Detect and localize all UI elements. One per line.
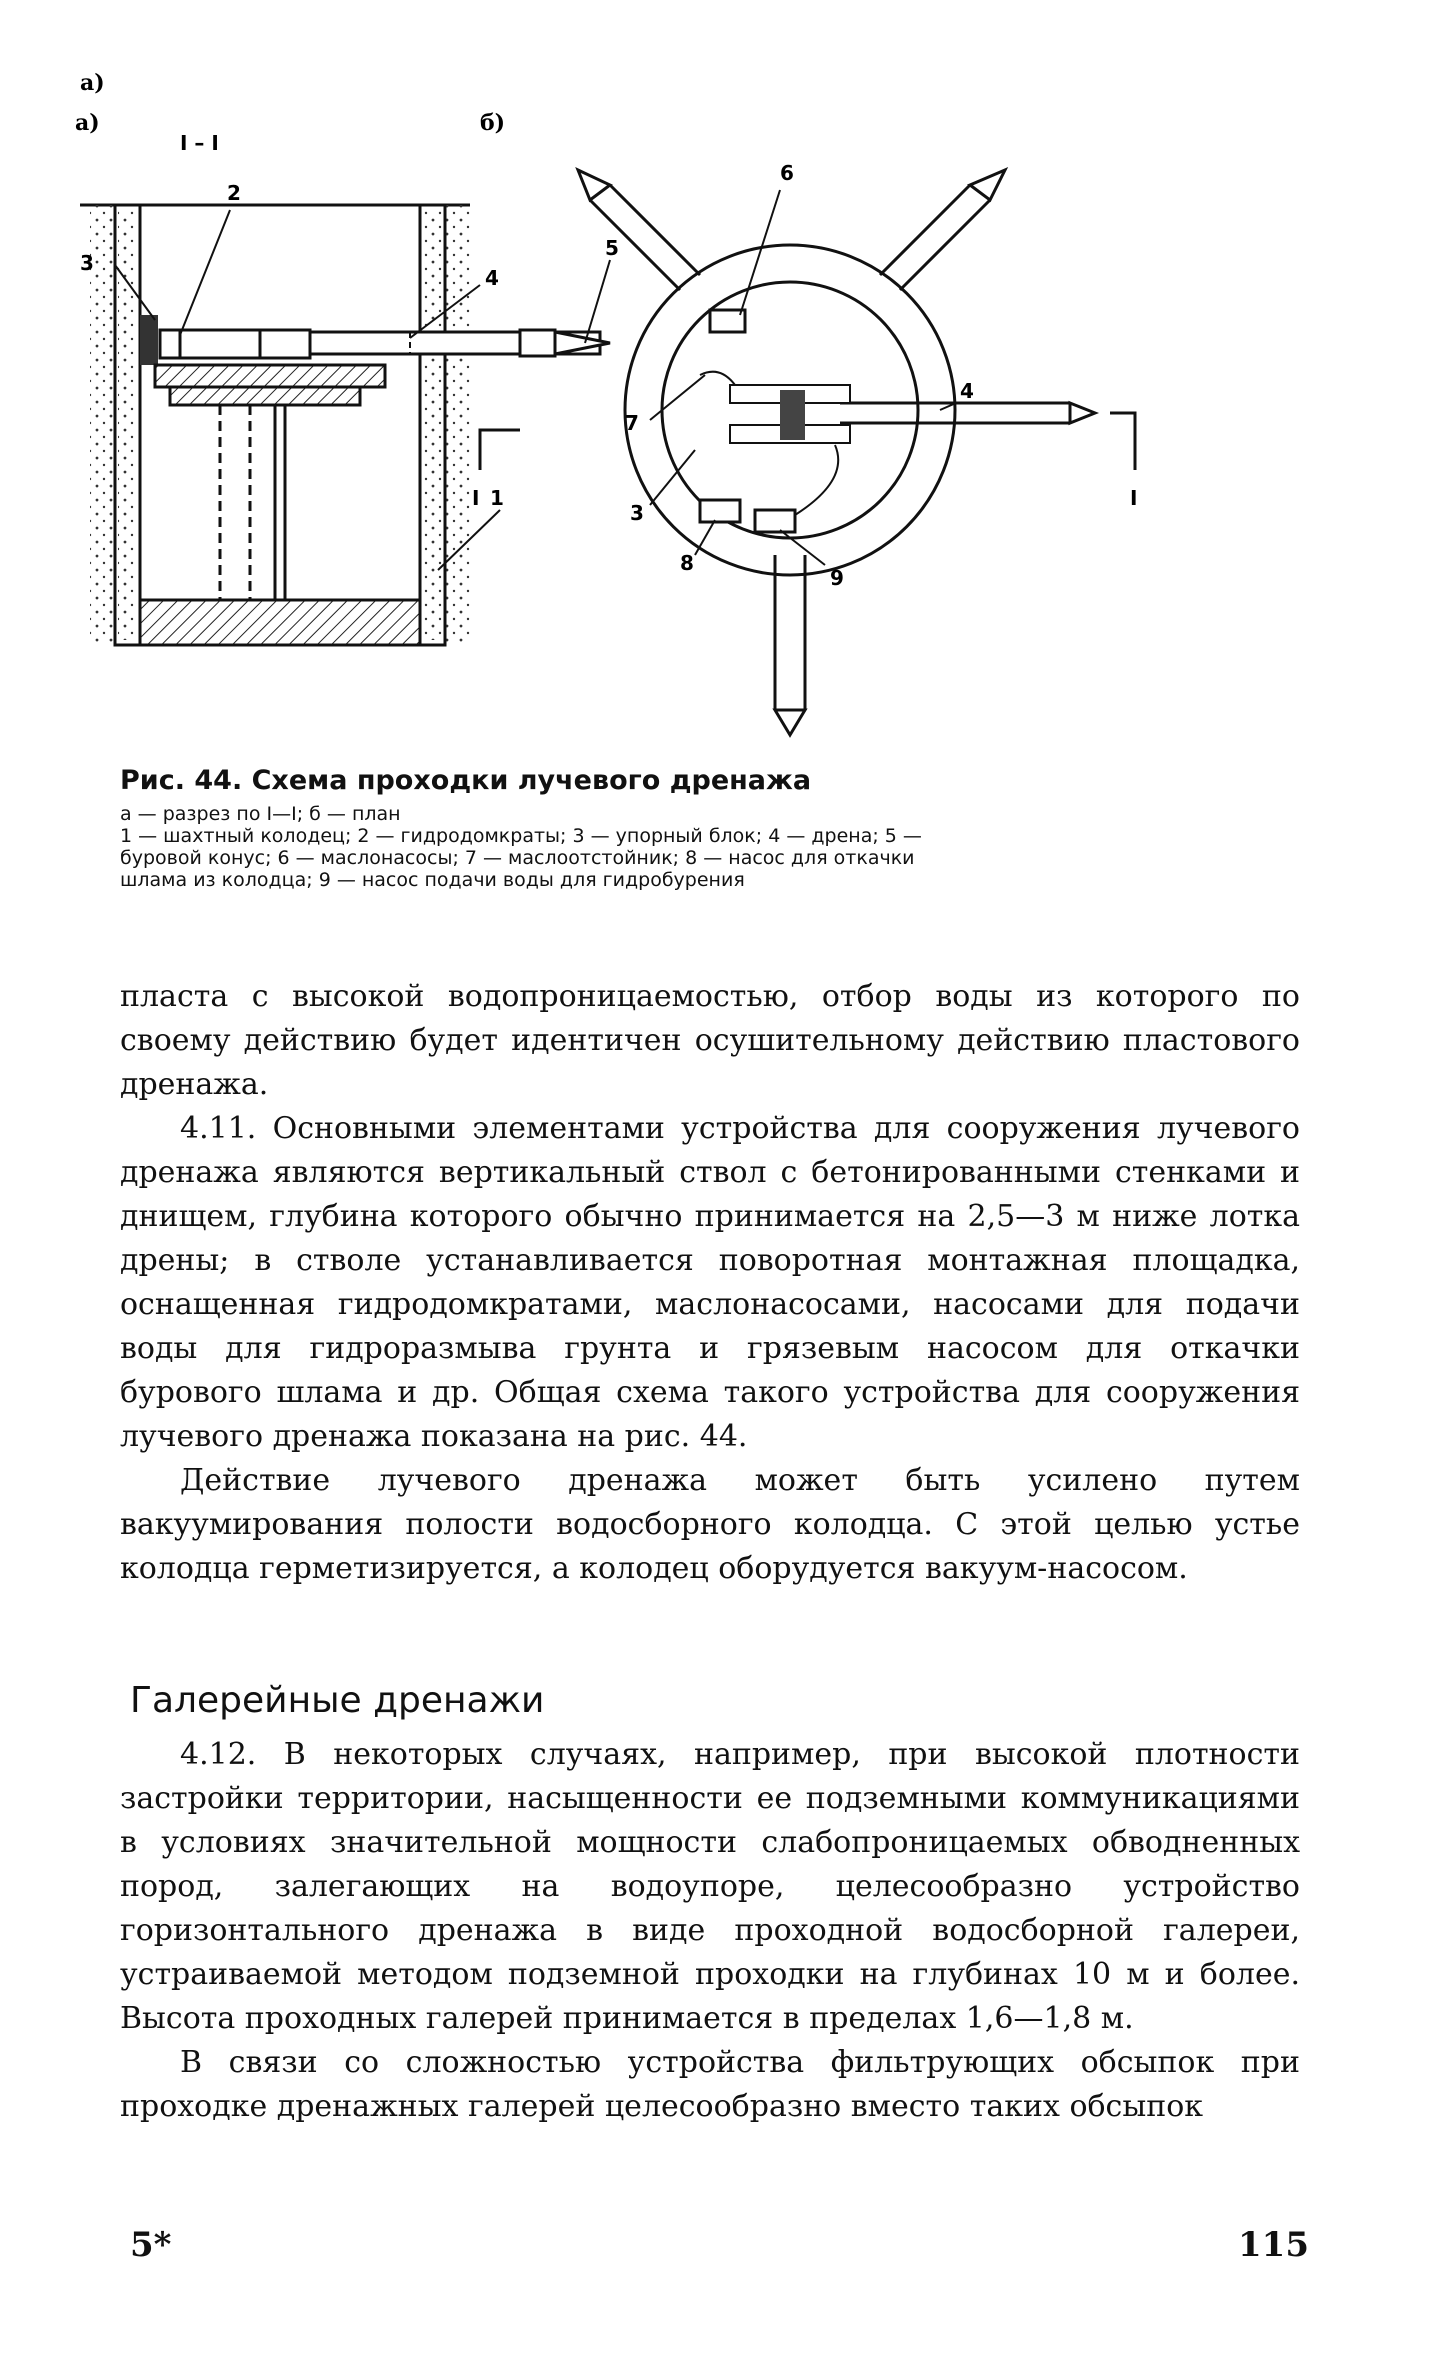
panel-a-label-visible: а) bbox=[75, 110, 100, 136]
callout-a-1: 1 bbox=[490, 486, 504, 510]
callout-b-9: 9 bbox=[830, 566, 844, 590]
callout-a-3: 3 bbox=[80, 251, 94, 275]
drainage-scheme-diagram bbox=[75, 70, 1340, 760]
caption-line: шлама из колодца; 9 — насос подачи воды для гидробурения bbox=[120, 869, 745, 891]
shaft-plan bbox=[472, 161, 1137, 735]
callout-b-4: 4 bbox=[960, 379, 974, 403]
shaft-section bbox=[80, 181, 619, 645]
caption-line: а — разрез по I—I; б — план bbox=[120, 803, 401, 825]
callout-b-7: 7 bbox=[625, 411, 639, 435]
paragraph-4-11: 4.11. Основными элементами устройства для сооружения лучевого дренажа являются вертикальный ствол с бетонированными стенками и днищем, глубина которого обычно принимается на 2,5—3 м ниже лотка дрены; в стволе устанавливается поворотная монтажная площадка, оснащенная гидродомкратами, маслонасосами, насосами для подачи воды для гидроразмыва грунта и грязевым насосом для откачки бурового шлама и др. Общая схема такого устройства для сооружения лучевого дренажа показана на рис. 44. bbox=[120, 1111, 1300, 1454]
panel-b-label: б) bbox=[480, 110, 506, 136]
section-mark-right: I bbox=[1130, 486, 1138, 510]
figure-44 bbox=[75, 70, 1340, 760]
paragraph-continuation: пласта с высокой водопроницаемостью, отбор воды из которого по своему действию будет идентичен осушительному действию пластового дренажа. bbox=[120, 979, 1300, 1102]
caption-line: 1 — шахтный колодец; 2 — гидродомкраты; 3 — упорный блок; 4 — дрена; 5 — bbox=[120, 825, 922, 847]
page-number: 115 bbox=[1238, 2225, 1309, 2265]
callout-a-5: 5 bbox=[605, 236, 619, 260]
paragraph-4-12: 4.12. В некоторых случаях, например, при высокой плотности застройки территории, насыщенности ее подземными коммуникациями в условиях значительной мощности слабопроницаемых обводненных пород, залегающих на водоупоре, целесообразно устройство горизонтального дренажа в виде проходной водосборной галереи, устраиваемой методом подземной проходки на глубинах 10 м и более. Высота проходных галерей принимается в пределах 1,6—1,8 м. bbox=[120, 1737, 1300, 2036]
figure-caption-title: Рис. 44. Схема проходки лучевого дренажа bbox=[120, 765, 812, 796]
callout-b-8: 8 bbox=[680, 551, 694, 575]
callout-b-3: 3 bbox=[630, 501, 644, 525]
section-mark-left: I bbox=[472, 486, 480, 510]
callout-b-6: 6 bbox=[780, 161, 794, 185]
callout-a-4: 4 bbox=[485, 266, 499, 290]
caption-line: буровой конус; 6 — маслонасосы; 7 — маслоотстойник; 8 — насос для откачки bbox=[120, 847, 915, 869]
signature-mark: 5* bbox=[130, 2225, 172, 2265]
panel-a-label: а) bbox=[80, 70, 105, 96]
paragraph-vacuum: Действие лучевого дренажа может быть усилено путем вакуумирования полости водосборного колодца. С этой целью устье колодца герметизируется, а колодец оборудуется вакуум-насосом. bbox=[120, 1463, 1300, 1586]
callout-a-2: 2 bbox=[227, 181, 241, 205]
section-label: I – I bbox=[180, 131, 219, 155]
section-heading: Галерейные дренажи bbox=[130, 1679, 545, 1721]
figure-caption-legend bbox=[120, 803, 1295, 891]
paragraph-galleries: В связи со сложностью устройства фильтрующих обсыпок при проходке дренажных галерей целесообразно вместо таких обсыпок bbox=[120, 2045, 1300, 2124]
